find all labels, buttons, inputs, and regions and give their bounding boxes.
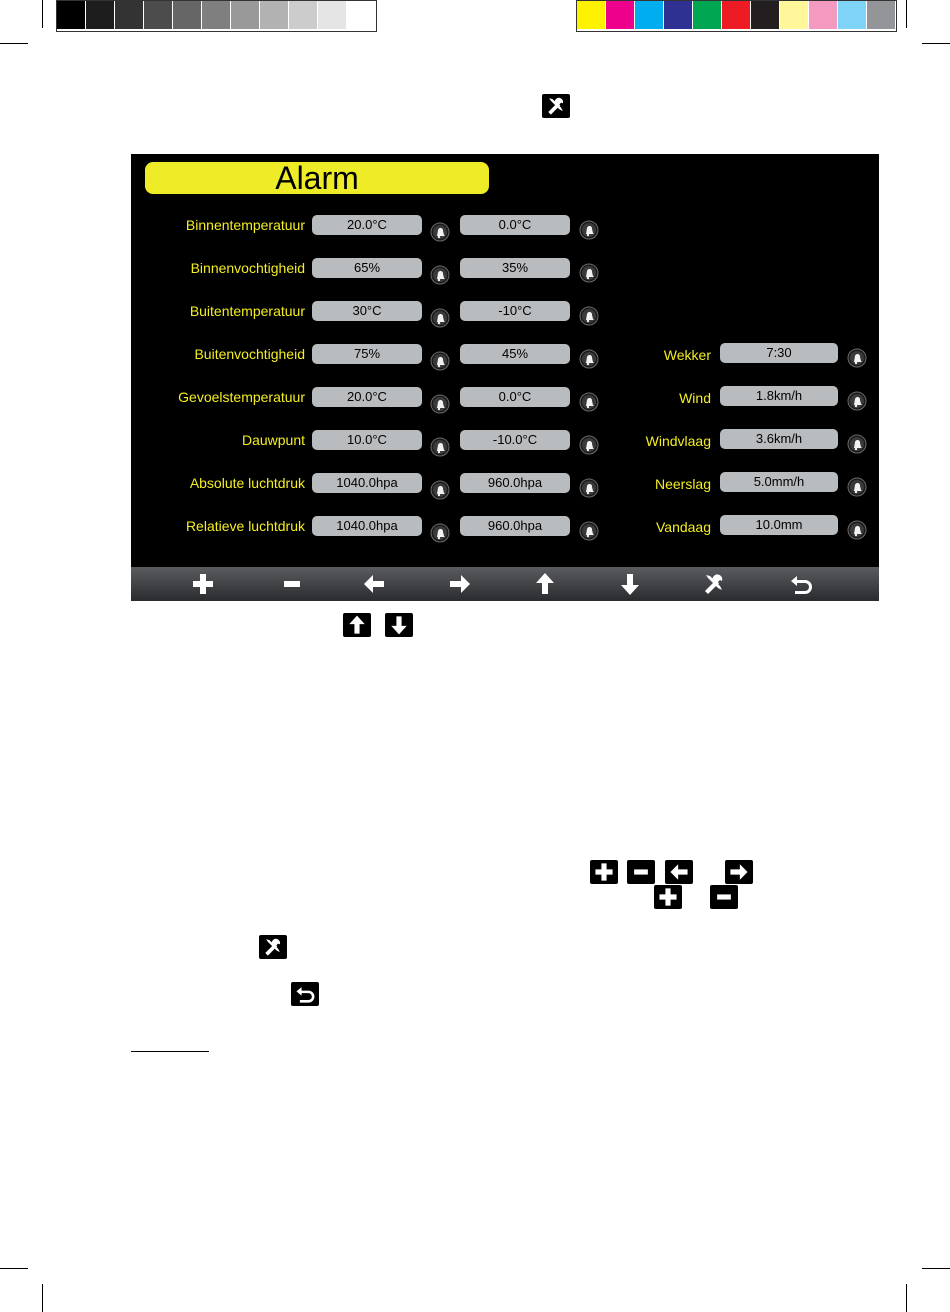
alarm-high-value[interactable]: 20.0°C xyxy=(312,387,422,407)
alarm-screen xyxy=(131,154,879,601)
calibration-swatch xyxy=(867,1,896,29)
arrow-down-icon xyxy=(385,613,413,637)
alarm-high-value[interactable]: 1040.0hpa xyxy=(312,473,422,493)
calibration-swatch xyxy=(606,1,635,29)
calibration-swatch xyxy=(231,1,260,29)
alarm-low-value[interactable]: -10.0°C xyxy=(460,430,570,450)
alarm-low-value[interactable]: 0.0°C xyxy=(460,387,570,407)
alarm-low-value[interactable]: 35% xyxy=(460,258,570,278)
alarm-bell-icon[interactable] xyxy=(430,394,450,414)
calibration-swatch xyxy=(751,1,780,29)
back-icon xyxy=(787,570,815,598)
alarm-high-value[interactable]: 1040.0hpa xyxy=(312,516,422,536)
calibration-swatch xyxy=(115,1,144,29)
crop-mark xyxy=(906,1284,907,1312)
alarm-value[interactable]: 10.0mm xyxy=(720,515,838,535)
alarm-value[interactable]: 5.0mm/h xyxy=(720,472,838,492)
crop-mark xyxy=(0,1268,28,1269)
arrow-down-icon xyxy=(616,570,644,598)
minus-icon xyxy=(710,885,738,909)
arrow-up-button[interactable] xyxy=(531,570,559,598)
alarm-low-value[interactable]: -10°C xyxy=(460,301,570,321)
calibration-swatch xyxy=(347,1,376,29)
bottom-toolbar xyxy=(131,567,879,601)
minus-button[interactable] xyxy=(278,570,306,598)
alarm-high-value[interactable]: 10.0°C xyxy=(312,430,422,450)
alarm-label: Wekker xyxy=(663,347,711,363)
alarm-high-value[interactable]: 65% xyxy=(312,258,422,278)
crop-mark xyxy=(922,1268,950,1269)
calibration-swatch xyxy=(86,1,115,29)
page-title: Alarm xyxy=(145,162,489,194)
footnote-divider xyxy=(131,1051,209,1052)
calibration-swatch xyxy=(260,1,289,29)
alarm-label: Windvlaag xyxy=(645,433,711,449)
calibration-swatch xyxy=(57,1,86,29)
plus-icon xyxy=(189,570,217,598)
alarm-label: Dauwpunt xyxy=(241,432,305,448)
calibration-swatch xyxy=(577,1,606,29)
alarm-value[interactable]: 3.6km/h xyxy=(720,429,838,449)
alarm-bell-icon[interactable] xyxy=(847,477,867,497)
arrow-left-button[interactable] xyxy=(360,570,388,598)
alarm-label: Vandaag xyxy=(655,519,711,535)
alarm-bell-icon[interactable] xyxy=(430,265,450,285)
arrow-up-icon xyxy=(531,570,559,598)
calibration-swatch xyxy=(780,1,809,29)
alarm-bell-icon[interactable] xyxy=(847,520,867,540)
back-icon xyxy=(291,982,319,1006)
calibration-swatch xyxy=(318,1,347,29)
alarm-high-value[interactable]: 75% xyxy=(312,344,422,364)
alarm-bell-icon[interactable] xyxy=(579,263,599,283)
calibration-swatch xyxy=(289,1,318,29)
alarm-value[interactable]: 7:30 xyxy=(720,343,838,363)
alarm-bell-icon[interactable] xyxy=(430,222,450,242)
back-button[interactable] xyxy=(787,570,815,598)
minus-icon xyxy=(627,860,655,884)
alarm-bell-icon[interactable] xyxy=(430,480,450,500)
alarm-label: Relatieve luchtdruk xyxy=(185,518,305,534)
alarm-low-value[interactable]: 960.0hpa xyxy=(460,516,570,536)
calibration-swatch xyxy=(202,1,231,29)
arrow-right-icon xyxy=(446,570,474,598)
grayscale-calibration-bar xyxy=(56,0,377,32)
calibration-swatch xyxy=(635,1,664,29)
arrow-up-icon xyxy=(343,613,371,637)
arrow-right-button[interactable] xyxy=(446,570,474,598)
alarm-label: Wind xyxy=(679,390,711,406)
alarm-label: Neerslag xyxy=(654,476,711,492)
alarm-bell-icon[interactable] xyxy=(847,434,867,454)
plus-icon xyxy=(654,885,682,909)
arrow-left-icon xyxy=(360,570,388,598)
calibration-swatch xyxy=(722,1,751,29)
alarm-bell-icon[interactable] xyxy=(430,308,450,328)
alarm-high-value[interactable]: 20.0°C xyxy=(312,215,422,235)
settings-tools-button[interactable] xyxy=(700,570,728,598)
calibration-swatch xyxy=(838,1,867,29)
alarm-label: Gevoelstemperatuur xyxy=(178,389,305,405)
settings-tools-icon xyxy=(542,94,570,118)
alarm-label: Buitentemperatuur xyxy=(189,303,305,319)
crop-mark xyxy=(922,43,950,44)
alarm-bell-icon[interactable] xyxy=(847,348,867,368)
settings-tools-icon xyxy=(259,935,287,959)
alarm-value[interactable]: 1.8km/h xyxy=(720,386,838,406)
plus-icon xyxy=(590,860,618,884)
calibration-swatch xyxy=(173,1,202,29)
calibration-swatch xyxy=(664,1,693,29)
alarm-bell-icon[interactable] xyxy=(430,523,450,543)
alarm-low-value[interactable]: 960.0hpa xyxy=(460,473,570,493)
arrow-right-icon xyxy=(725,860,753,884)
arrow-down-button[interactable] xyxy=(616,570,644,598)
alarm-high-value[interactable]: 30°C xyxy=(312,301,422,321)
crop-mark xyxy=(0,43,28,44)
plus-button[interactable] xyxy=(189,570,217,598)
color-calibration-bar xyxy=(576,0,897,32)
calibration-swatch xyxy=(144,1,173,29)
calibration-swatch xyxy=(809,1,838,29)
alarm-label: Binnentemperatuur xyxy=(185,217,305,233)
alarm-low-value[interactable]: 0.0°C xyxy=(460,215,570,235)
alarm-label: Buitenvochtigheid xyxy=(194,346,305,362)
minus-icon xyxy=(278,570,306,598)
settings-tools-icon xyxy=(700,570,728,598)
crop-mark xyxy=(42,1284,43,1312)
crop-mark xyxy=(42,0,43,28)
alarm-bell-icon[interactable] xyxy=(579,306,599,326)
alarm-label: Binnenvochtigheid xyxy=(190,260,305,276)
calibration-swatch xyxy=(693,1,722,29)
alarm-bell-icon[interactable] xyxy=(430,351,450,371)
alarm-bell-icon[interactable] xyxy=(430,437,450,457)
crop-mark xyxy=(906,0,907,28)
arrow-left-icon xyxy=(665,860,693,884)
alarm-bell-icon[interactable] xyxy=(847,391,867,411)
alarm-low-value[interactable]: 45% xyxy=(460,344,570,364)
alarm-bell-icon[interactable] xyxy=(579,220,599,240)
alarm-label: Absolute luchtdruk xyxy=(189,475,305,491)
